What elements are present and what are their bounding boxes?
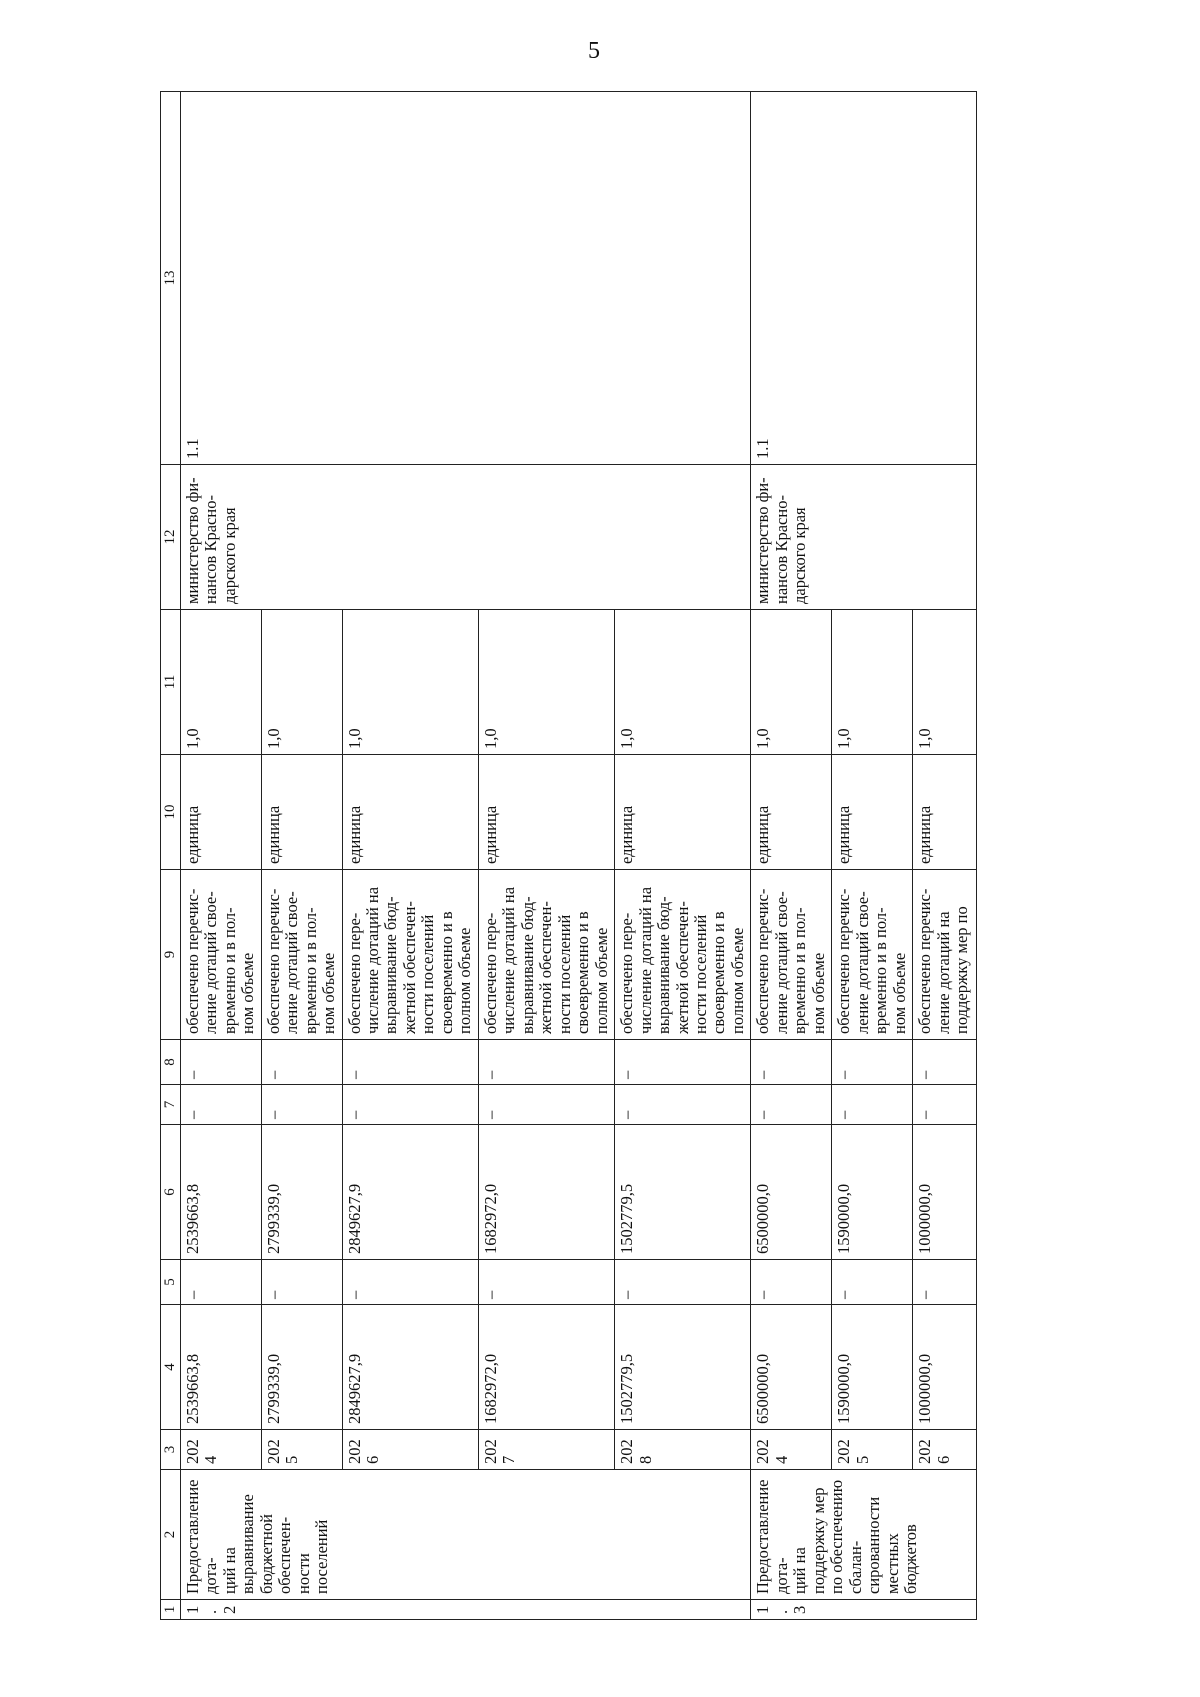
unit-cell: единица (913, 755, 977, 870)
year-cell: 2028 (615, 1430, 751, 1470)
unit-cell: единица (478, 755, 614, 870)
col8-cell: – (478, 1040, 614, 1085)
header-col-5: 5 (161, 1260, 181, 1305)
col5-cell: – (615, 1260, 751, 1305)
col8-cell: – (261, 1040, 342, 1085)
header-col-11: 11 (161, 610, 181, 755)
header-col-8: 8 (161, 1040, 181, 1085)
unit-cell: единица (751, 755, 832, 870)
unit-cell: единица (832, 755, 913, 870)
unit-cell: единица (261, 755, 342, 870)
col7-cell: – (615, 1085, 751, 1125)
col5-cell: – (478, 1260, 614, 1305)
col7-cell: – (180, 1085, 261, 1125)
col6-cell: 1000000,0 (913, 1125, 977, 1260)
col7-cell: – (751, 1085, 832, 1125)
result-cell: обеспечено перечис- ление дотаций свое- временно и в пол- ном объеме (751, 870, 832, 1040)
value-cell: 1,0 (913, 610, 977, 755)
year-cell: 2026 (342, 1430, 478, 1470)
row-number-cell: 1.2 (180, 1600, 751, 1620)
value-cell: 1,0 (615, 610, 751, 755)
header-col-2: 2 (161, 1470, 181, 1600)
unit-cell: единица (180, 755, 261, 870)
col8-cell: – (751, 1040, 832, 1085)
header-col-1: 1 (161, 1600, 181, 1620)
table-row (180, 92, 261, 1620)
header-col-4: 4 (161, 1305, 181, 1430)
col8-cell: – (615, 1040, 751, 1085)
value-cell: 1,0 (261, 610, 342, 755)
header-col-9: 9 (161, 870, 181, 1040)
col5-cell: – (180, 1260, 261, 1305)
col6-cell: 2849627,9 (342, 1125, 478, 1260)
year-cell: 2025 (832, 1430, 913, 1470)
col6-cell: 6500000,0 (751, 1125, 832, 1260)
total-cell: 1502779,5 (615, 1305, 751, 1430)
header-col-10: 10 (161, 755, 181, 870)
col5-cell: – (342, 1260, 478, 1305)
result-cell: обеспечено пере- числение дотаций на выравнивание бюд- жетной обеспечен- ности поселений своевременно и в полном объеме (615, 870, 751, 1040)
col6-cell: 1590000,0 (832, 1125, 913, 1260)
result-cell: обеспечено перечис- ление дотаций свое- временно и в пол- ном объеме (180, 870, 261, 1040)
unit-cell: единица (615, 755, 751, 870)
table-rotation-frame (160, 92, 1120, 1620)
col6-cell: 2799339,0 (261, 1125, 342, 1260)
total-cell: 6500000,0 (751, 1305, 832, 1430)
total-cell: 1000000,0 (913, 1305, 977, 1430)
budget-table (160, 91, 977, 1620)
header-col-13: 13 (161, 92, 181, 465)
ref-cell: 1.1 (180, 92, 751, 465)
result-cell: обеспечено пере- числение дотаций на выравнивание бюд- жетной обеспечен- ности поселений своевременно и в полном объеме (478, 870, 614, 1040)
responsible-cell: министерство фи- нансов Красно- дарского края (180, 465, 751, 610)
value-cell: 1,0 (180, 610, 261, 755)
event-name-cell: Предоставление дота- ций на поддержку мер по обеспечению сбалан- сированности местных бюджетов (751, 1470, 977, 1600)
responsible-cell: министерство фи- нансов Красно- дарского края (751, 465, 977, 610)
total-cell: 1682972,0 (478, 1305, 614, 1430)
col5-cell: – (261, 1260, 342, 1305)
col6-cell: 1502779,5 (615, 1125, 751, 1260)
col8-cell: – (913, 1040, 977, 1085)
col6-cell: 2539663,8 (180, 1125, 261, 1260)
unit-cell: единица (342, 755, 478, 870)
col8-cell: – (832, 1040, 913, 1085)
year-cell: 2024 (180, 1430, 261, 1470)
value-cell: 1,0 (751, 610, 832, 755)
col7-cell: – (478, 1085, 614, 1125)
col5-cell: – (832, 1260, 913, 1305)
row-number-cell: 1.3 (751, 1600, 977, 1620)
col7-cell: – (832, 1085, 913, 1125)
year-cell: 2024 (751, 1430, 832, 1470)
col7-cell: – (342, 1085, 478, 1125)
result-cell: обеспечено пере- числение дотаций на выравнивание бюд- жетной обеспечен- ности поселений своевременно и в полном объеме (342, 870, 478, 1040)
year-cell: 2026 (913, 1430, 977, 1470)
ref-cell: 1.1 (751, 92, 977, 465)
year-cell: 2025 (261, 1430, 342, 1470)
table-row (751, 92, 832, 1620)
value-cell: 1,0 (832, 610, 913, 755)
table-body (180, 92, 976, 1620)
rotated-table-sheet (160, 92, 1120, 1620)
header-col-12: 12 (161, 465, 181, 610)
col6-cell: 1682972,0 (478, 1125, 614, 1260)
value-cell: 1,0 (478, 610, 614, 755)
col7-cell: – (261, 1085, 342, 1125)
total-cell: 2849627,9 (342, 1305, 478, 1430)
header-col-6: 6 (161, 1125, 181, 1260)
year-cell: 2027 (478, 1430, 614, 1470)
col5-cell: – (751, 1260, 832, 1305)
header-col-7: 7 (161, 1085, 181, 1125)
col8-cell: – (180, 1040, 261, 1085)
total-cell: 1590000,0 (832, 1305, 913, 1430)
total-cell: 2539663,8 (180, 1305, 261, 1430)
result-cell: обеспечено перечис- ление дотаций свое- временно и в пол- ном объеме (832, 870, 913, 1040)
col5-cell: – (913, 1260, 977, 1305)
result-cell: обеспечено перечис- ление дотаций на поддержку мер по (913, 870, 977, 1040)
page-number: 5 (588, 38, 600, 64)
header-col-3: 3 (161, 1430, 181, 1470)
event-name-cell: Предоставление дота- ций на выравнивание бюджетной обеспечен- ности поселений (180, 1470, 751, 1600)
table-header (161, 92, 181, 1620)
result-cell: обеспечено перечис- ление дотаций свое- временно и в пол- ном объеме (261, 870, 342, 1040)
col7-cell: – (913, 1085, 977, 1125)
total-cell: 2799339,0 (261, 1305, 342, 1430)
col8-cell: – (342, 1040, 478, 1085)
value-cell: 1,0 (342, 610, 478, 755)
header-row (161, 92, 181, 1620)
